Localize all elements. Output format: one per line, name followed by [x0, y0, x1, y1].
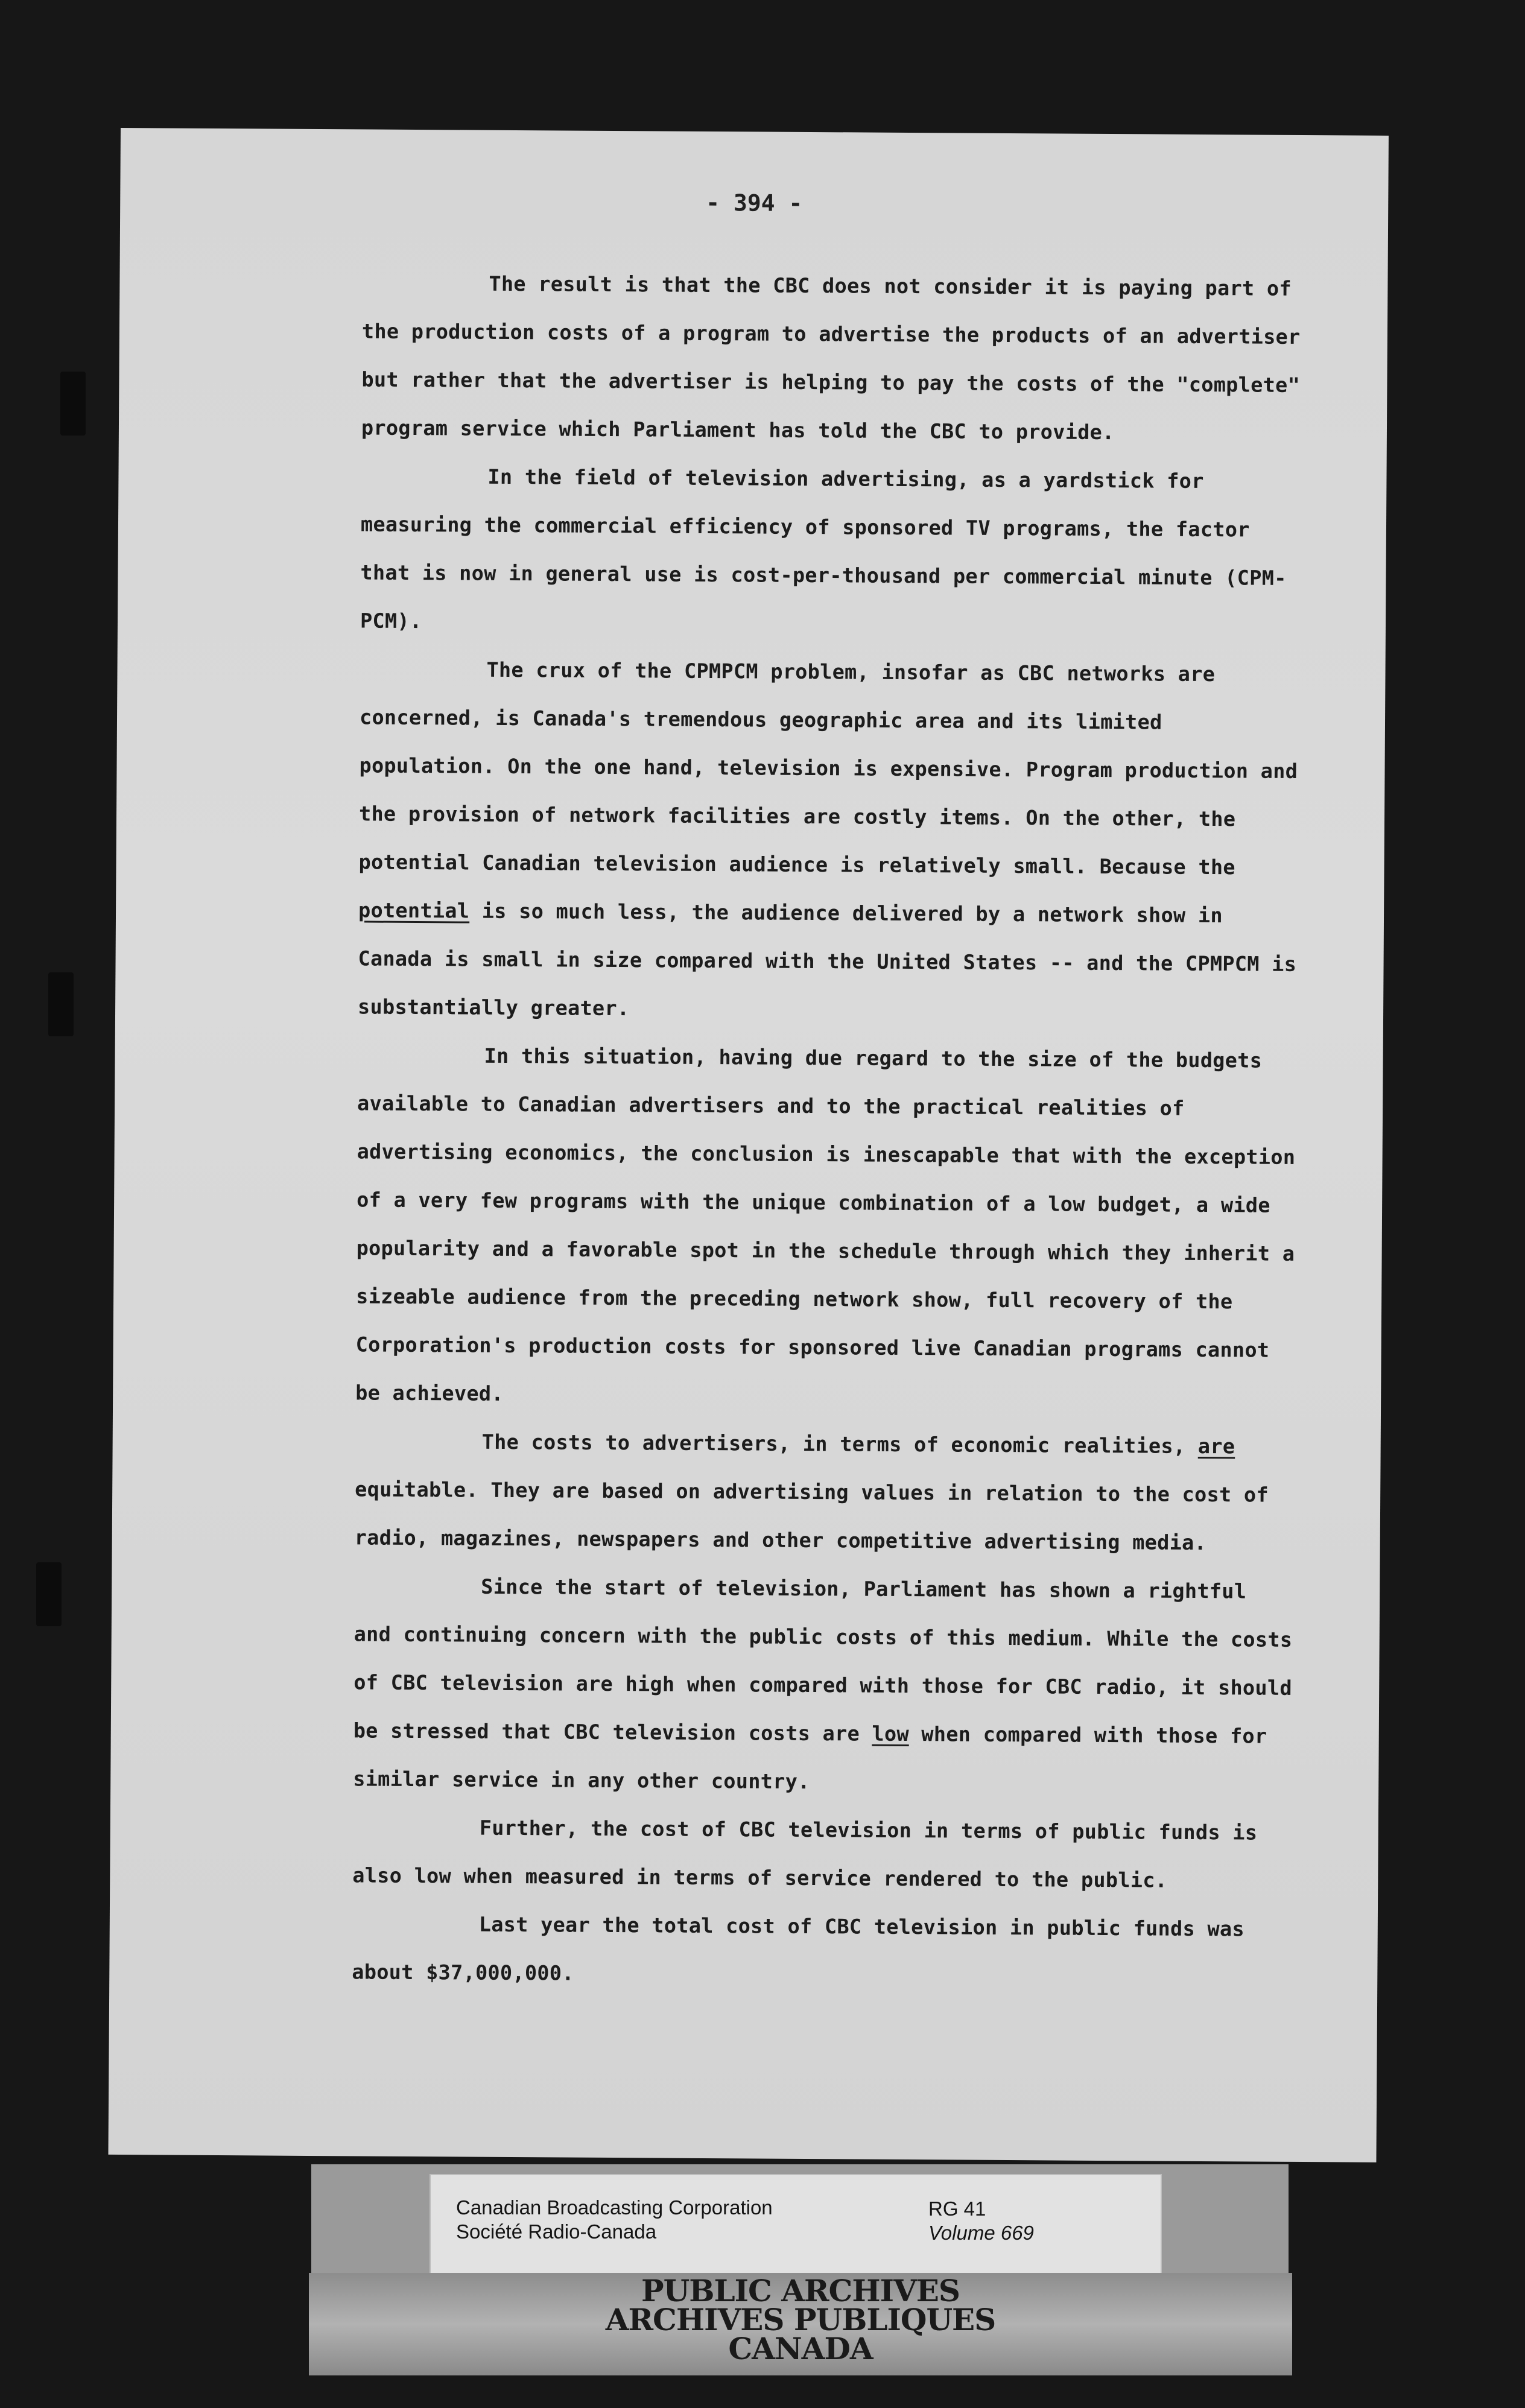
paragraph-text: is so much less, the audience delivered by a network show in Canada is small in size compared with the United States -- and the CPMPCM is substantially greater. [357, 899, 1297, 1021]
paragraph-text: Since the start of television, Parliament has shown a rightful and continuing concern with the public costs of this medium. While the costs of CBC television are high when compared with those for CBC radio, it should be stressed that CBC television costs are [353, 1574, 1293, 1746]
paragraph-text: Further, the cost of CBC television in terms of public funds is also low when measured in terms of service rendered to the public. [352, 1816, 1258, 1892]
archive-reference [928, 2197, 1034, 2245]
underlined-text: are [1197, 1434, 1235, 1459]
archive-organization [456, 2196, 773, 2244]
paragraph-text: The result is that the CBC does not consider it is paying part of the production costs of a program to advertise the products of an advertiser but rather that the advertiser is helping to pay the costs of the "complete" program service which Parliament has told the CBC to provide. [361, 271, 1301, 445]
organization-name-en: Canadian Broadcasting Corporation [456, 2196, 773, 2219]
paragraph-text: Last year the total cost of CBC television in public funds was about $37,000,000. [352, 1912, 1244, 1985]
archives-stamp [309, 2273, 1292, 2375]
archives-stamp-text [309, 2273, 1292, 2366]
underlined-text: potential [358, 898, 470, 923]
record-group: RG 41 [928, 2197, 986, 2220]
paragraph [352, 1803, 1294, 1906]
document-page [108, 128, 1388, 2162]
page-number: - 394 - [706, 189, 803, 217]
paragraph [360, 452, 1302, 651]
paragraph-text: when compared with those for similar service in any other country. [353, 1722, 1267, 1794]
paragraph [358, 645, 1301, 1037]
paragraph-text: equitable. They are based on advertising values in relation to the cost of radio, magazines, newspapers and other competitive advertising media. [354, 1477, 1269, 1555]
paragraph-text: The crux of the CPMPCM problem, insofar as CBC networks are concerned, is Canada's tremendous geographic area and its limited population. On the one hand, television is expensive. Program production and the provision of network facilities are costly items. On the other, the potential Canadian television audience is relatively small. Because the [358, 657, 1298, 879]
archive-label [430, 2174, 1162, 2274]
paragraph-text: The costs to advertisers, in terms of economic realities, [481, 1430, 1198, 1458]
paragraph [355, 1031, 1299, 1423]
stamp-line-en: PUBLIC ARCHIVES [641, 2273, 960, 2308]
film-sprocket-mark [60, 372, 86, 436]
paragraph [361, 259, 1304, 458]
film-sprocket-mark [36, 1562, 62, 1626]
volume-number: Volume 669 [928, 2222, 1034, 2244]
paragraph [352, 1899, 1293, 2002]
paragraph-text: In the field of television advertising, as a yardstick for measuring the commercial efficiency of sponsored TV programs, the factor that is now in general use is cost-per-thousand per commercial minute (CPM-PCM). [360, 464, 1287, 633]
paragraph [353, 1562, 1295, 1809]
page-body [352, 259, 1304, 2001]
paragraph-text: In this situation, having due regard to the size of the budgets available to Canadian advertisers and to the practical realities of advertising economics, the conclusion is inescapable that with the exception of a very few programs with the unique combination of a low budget, a wide popularity and a favorable spot in the schedule through which they inherit a sizeable audience from the preceding network show, full recovery of the Corporation's production costs for sponsored live Canadian programs cannot be achieved. [355, 1044, 1296, 1405]
underlined-text: low [872, 1722, 909, 1746]
paragraph [354, 1417, 1296, 1568]
stamp-line-fr: ARCHIVES PUBLIQUES [605, 2302, 996, 2337]
organization-name-fr: Société Radio-Canada [456, 2220, 657, 2243]
film-sprocket-mark [48, 972, 74, 1036]
stamp-line-country: CANADA [728, 2331, 873, 2366]
